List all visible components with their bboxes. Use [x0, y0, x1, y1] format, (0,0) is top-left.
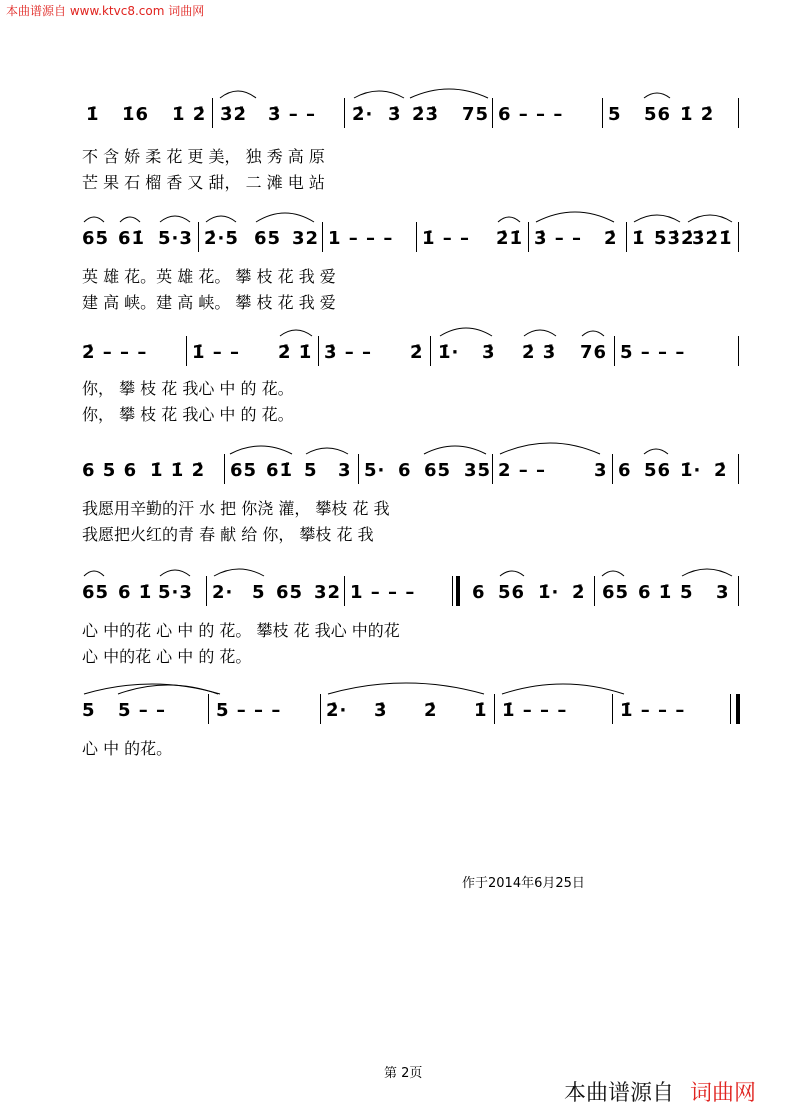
barline: [738, 222, 739, 252]
note: 5: [252, 582, 266, 603]
note: 5 – –: [118, 700, 167, 721]
barline: [614, 336, 615, 366]
barline: [186, 336, 187, 366]
note: 5̇3̇2̇: [654, 228, 695, 249]
note: 1 – – –: [350, 582, 416, 603]
site-logo-text: 本曲谱源自: [563, 1081, 674, 1106]
note: 1 – – –: [328, 228, 394, 249]
note: 3: [716, 582, 730, 603]
slur: [500, 680, 626, 696]
barline: [224, 454, 225, 484]
note: 2̇1̇: [496, 228, 524, 249]
lyric-line-2: 我愿把火红的青 春 献 给 你， 攀枝 花 我: [82, 525, 374, 544]
note: 6 – – –: [498, 104, 564, 125]
note: 3̇: [482, 342, 496, 363]
repeat-barline: [456, 576, 460, 606]
note: 2̇: [714, 460, 728, 481]
slur: [438, 322, 494, 338]
note: 2̇: [410, 342, 424, 363]
score-system-3: [82, 336, 742, 424]
barline: [320, 694, 321, 724]
note: 1̇ 1̇ 2̇: [150, 460, 206, 481]
note: 6: [472, 582, 486, 603]
note: 2 – –: [498, 460, 547, 481]
barline: [416, 222, 417, 252]
slur: [680, 562, 734, 578]
note: 65: [230, 460, 258, 481]
note: 65: [424, 460, 452, 481]
slur: [498, 562, 526, 578]
barline: [208, 694, 209, 724]
note: 35: [464, 460, 492, 481]
note: 6: [398, 460, 412, 481]
slur: [642, 84, 672, 100]
barline: [344, 98, 345, 128]
note: 1̇: [632, 228, 646, 249]
note: 6: [618, 460, 632, 481]
site-logo-name: 词曲网: [689, 1081, 756, 1106]
note: 1̇·: [438, 342, 460, 363]
slur: [158, 562, 192, 578]
barline: [494, 694, 495, 724]
lyric-line-1: 心 中 的花。: [82, 739, 173, 758]
slur: [422, 440, 488, 456]
note: 65: [82, 582, 110, 603]
note: 2̇: [572, 582, 586, 603]
barline: [528, 222, 529, 252]
note: 2̇·: [352, 104, 374, 125]
barline: [198, 222, 199, 252]
slur: [278, 322, 314, 338]
note: 5·3: [158, 582, 193, 603]
score-system-1: [82, 98, 742, 192]
final-barline: [736, 694, 740, 724]
note: 65: [602, 582, 630, 603]
slur: [158, 208, 192, 224]
note: 1̇6: [122, 104, 150, 125]
note: 1̇·: [538, 582, 560, 603]
slur: [686, 208, 734, 224]
note: 2·: [212, 582, 234, 603]
slur: [632, 208, 682, 224]
note: 5 – – –: [620, 342, 686, 363]
site-logo: [564, 1076, 756, 1107]
note: 1̇ 2̇: [680, 104, 715, 125]
lyric-line-2: 心 中的花 心 中 的 花。: [82, 647, 252, 666]
barline: [452, 576, 453, 606]
barline: [612, 454, 613, 484]
score-system-5: [82, 576, 742, 666]
note: 61̇: [118, 228, 146, 249]
note: 3: [594, 460, 608, 481]
page-number: 第 2页: [384, 1066, 423, 1081]
barline: [344, 576, 345, 606]
note: 3: [338, 460, 352, 481]
slur: [254, 208, 316, 224]
note: 6 5 6: [82, 460, 138, 481]
note: 5 – – –: [216, 700, 282, 721]
note: 2̇ 1̇: [278, 342, 313, 363]
lyric-line-1: 我愿用辛勤的汗 水 把 你浇 灌， 攀枝 花 我: [82, 499, 390, 518]
note: 56: [498, 582, 526, 603]
score-system-4: [82, 454, 742, 544]
note: 5·3: [158, 228, 193, 249]
slur: [118, 208, 142, 224]
slur: [82, 208, 106, 224]
note: 3̇: [374, 700, 388, 721]
note: 65: [276, 582, 304, 603]
slur: [580, 322, 606, 338]
note: 1̇ – – –: [620, 700, 686, 721]
note: 75: [462, 104, 490, 125]
lyric-line-1: 英 雄 花。英 雄 花。 攀 枝 花 我 爱: [82, 267, 336, 286]
note: 1̇: [474, 700, 488, 721]
note: 61̇: [266, 460, 294, 481]
lyric-line-2: 建 高 峡。建 高 峡。 攀 枝 花 我 爱: [82, 293, 336, 312]
note: 1̇ – – –: [502, 700, 568, 721]
barline: [738, 576, 739, 606]
note: 1̇·: [680, 460, 702, 481]
barline: [730, 694, 731, 724]
slur: [522, 322, 558, 338]
slur: [498, 440, 602, 456]
lyric-line-2: 芒 果 石 榴 香 又 甜， 二 滩 电 站: [82, 173, 325, 192]
note: 3̇ – –: [324, 342, 373, 363]
note: 5: [680, 582, 694, 603]
barline: [358, 454, 359, 484]
note: 5: [82, 700, 96, 721]
barline: [602, 98, 603, 128]
note: 56: [644, 104, 672, 125]
note: 2̇: [424, 700, 438, 721]
note: 56: [644, 460, 672, 481]
slur: [408, 84, 490, 100]
note: 2̇3̇: [412, 104, 440, 125]
slur: [218, 84, 258, 100]
note: 3̇ – –: [268, 104, 317, 125]
barline: [206, 576, 207, 606]
lyric-line-1: 你， 攀 枝 花 我心 中 的 花。: [82, 379, 294, 398]
slur: [212, 562, 266, 578]
note: 5·: [364, 460, 386, 481]
slur: [352, 84, 406, 100]
slur: [642, 440, 670, 456]
note: 65: [254, 228, 282, 249]
barline: [212, 98, 213, 128]
note: 2̇·: [326, 700, 348, 721]
note: 1̇: [86, 104, 100, 125]
note: 32: [314, 582, 342, 603]
note: 2̇: [604, 228, 618, 249]
note: 3̇2̇1̇: [692, 228, 733, 249]
note: 3̇2̇: [220, 104, 248, 125]
barline: [492, 98, 493, 128]
barline: [594, 576, 595, 606]
barline: [612, 694, 613, 724]
note: 2̇ – – –: [82, 342, 148, 363]
slur: [82, 562, 106, 578]
note: 2̇ 3̇: [522, 342, 557, 363]
barline: [738, 336, 739, 366]
slur: [496, 208, 522, 224]
slur: [116, 680, 220, 696]
note: 3̇: [388, 104, 402, 125]
slur: [228, 440, 294, 456]
composition-date: 作于2014年6月25日: [462, 876, 585, 891]
slur: [204, 208, 238, 224]
score-system-6: [82, 694, 742, 758]
barline: [322, 222, 323, 252]
barline: [738, 98, 739, 128]
barline: [738, 454, 739, 484]
slur: [326, 680, 486, 696]
barline: [318, 336, 319, 366]
slur: [600, 562, 626, 578]
barline: [430, 336, 431, 366]
note: 5: [304, 460, 318, 481]
source-header: 本曲谱源自 www.ktvc8.com 词曲网: [6, 4, 205, 18]
lyric-line-2: 你， 攀 枝 花 我心 中 的 花。: [82, 405, 294, 424]
slur: [304, 440, 350, 456]
note: 1̇ – –: [422, 228, 471, 249]
note: 3̇ – –: [534, 228, 583, 249]
note: 2̇·5: [204, 228, 239, 249]
note: 1̇ – –: [192, 342, 241, 363]
lyric-line-1: 心 中的花 心 中 的 花。 攀枝 花 我心 中的花: [82, 621, 400, 640]
barline: [626, 222, 627, 252]
note: 65: [82, 228, 110, 249]
note: 5: [608, 104, 622, 125]
note: 1̇ 2̇: [172, 104, 207, 125]
score-system-2: [82, 222, 742, 312]
slur: [534, 208, 616, 224]
note: 6 1̇: [638, 582, 673, 603]
barline: [492, 454, 493, 484]
lyric-line-1: 不 含 娇 柔 花 更 美， 独 秀 高 原: [82, 147, 325, 166]
note: 6 1̇: [118, 582, 153, 603]
note: 76: [580, 342, 608, 363]
note: 32: [292, 228, 320, 249]
